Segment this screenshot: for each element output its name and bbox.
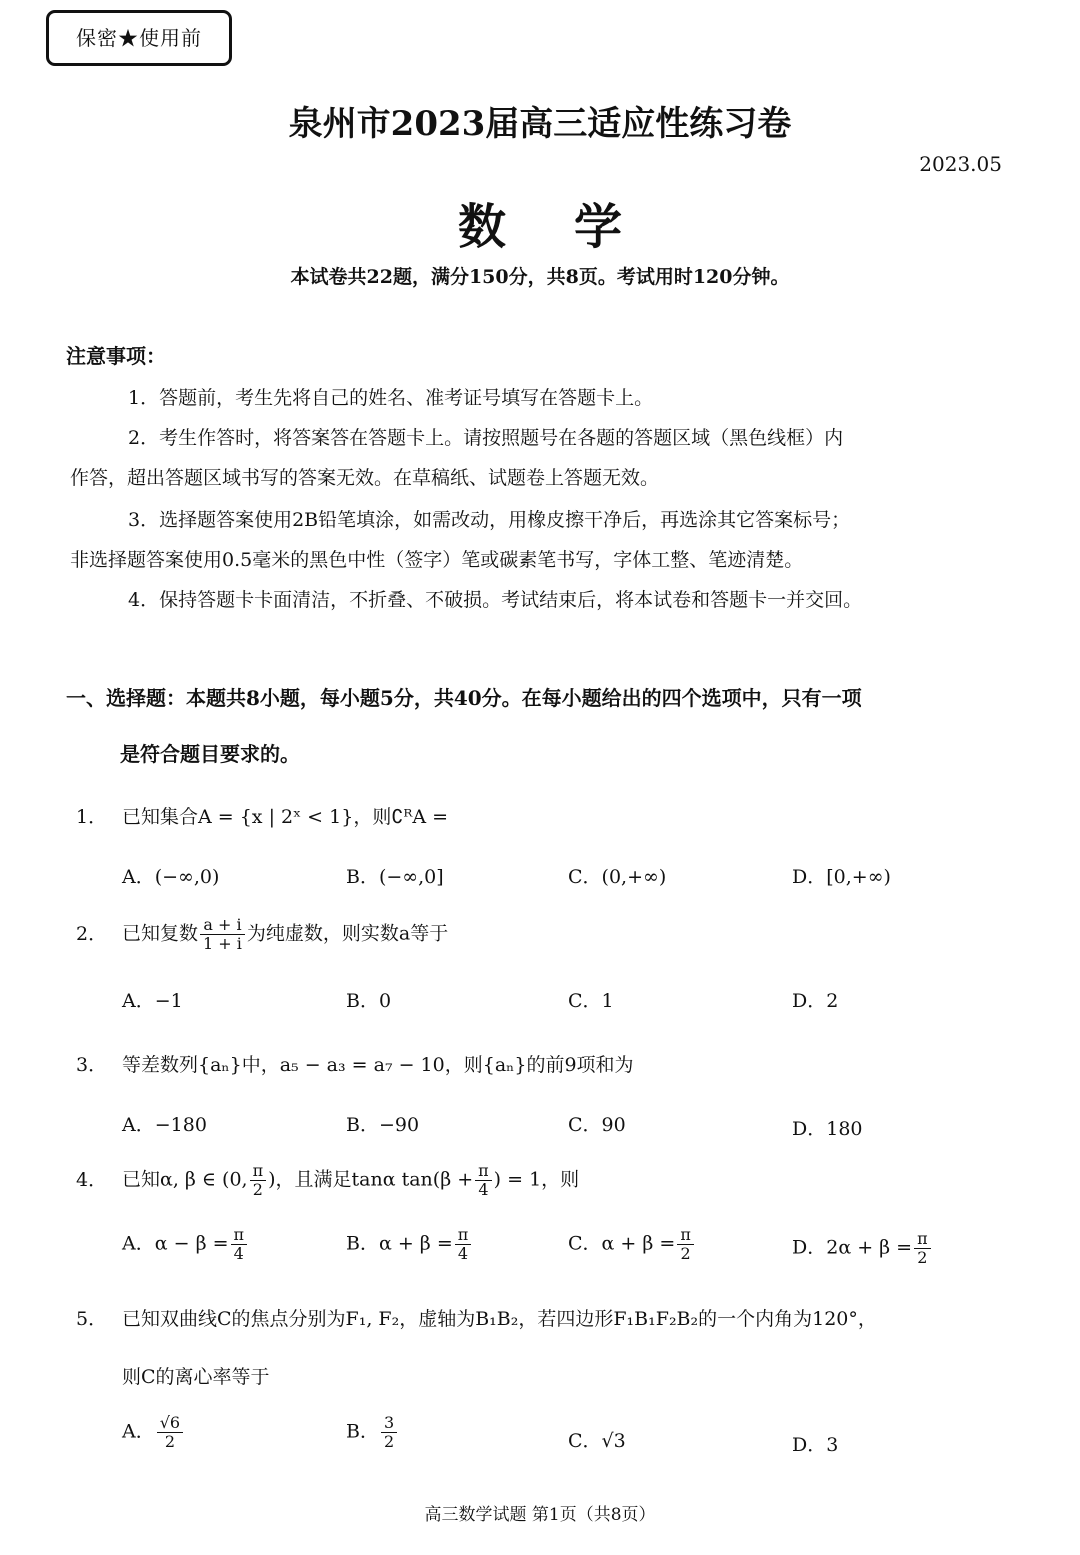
fraction-denominator: 2 — [917, 1248, 928, 1267]
question-number: 4． — [76, 1168, 108, 1191]
question-text: ) = 1，则 — [493, 1168, 580, 1191]
q5-option-b — [346, 1414, 399, 1451]
question-5-line-2: 则C的离心率等于 — [122, 1366, 270, 1388]
fraction-numerator: √6 — [157, 1414, 183, 1433]
option-expr: α − β = — [154, 1232, 229, 1255]
fraction-denominator: 4 — [478, 1180, 489, 1199]
exam-date: 2023.05 — [919, 152, 1002, 176]
notice-line-6: 4．保持答题卡卡面清洁，不折叠、不破损。考试结束后，将本试卷和答题卡一并交回。 — [128, 589, 863, 611]
fraction — [200, 916, 245, 953]
section-heading-line-1: 一、选择题：本题共8小题，每小题5分，共40分。在每小题给出的四个选项中，只有一项 — [66, 686, 862, 710]
exam-title: 泉州市2023届高三适应性练习卷 — [288, 104, 792, 144]
fraction-denominator: 2 — [383, 1432, 395, 1451]
fraction — [677, 1226, 694, 1263]
option-expr: α + β = — [601, 1232, 676, 1255]
q5-option-a — [122, 1414, 185, 1451]
option-expr: α + β = — [378, 1232, 453, 1255]
question-3 — [76, 1050, 634, 1077]
q3-option-a: A．−180 — [122, 1114, 207, 1136]
fraction-numerator: π — [914, 1230, 931, 1249]
question-4 — [76, 1162, 579, 1199]
notice-line-4: 3．选择题答案使用2B铅笔填涂，如需改动，用橡皮擦干净后，再选涂其它答案标号； — [128, 509, 851, 531]
q4-option-a — [122, 1226, 249, 1263]
q3-option-d: D．180 — [792, 1118, 863, 1140]
q3-option-b: B．−90 — [346, 1114, 420, 1136]
fraction-numerator: π — [250, 1162, 267, 1181]
fraction-denominator: 2 — [164, 1432, 176, 1451]
confidential-stamp: 保密★使用前 — [46, 10, 232, 66]
q5-option-d — [792, 1430, 838, 1457]
fraction-numerator: π — [231, 1226, 248, 1245]
subject-char-2: 学 — [574, 199, 623, 255]
question-5 — [76, 1304, 877, 1331]
option-label: B． — [346, 1420, 379, 1443]
q1-option-a: A．(−∞,0) — [122, 866, 220, 888]
fraction — [914, 1230, 931, 1267]
option-label: D． — [792, 1434, 827, 1456]
notice-line-2: 2．考生作答时，将答案答在答题卡上。请按照题号在各题的答题区域（黑色线框）内 — [128, 427, 844, 449]
question-1 — [76, 802, 448, 829]
q2-option-a: A．−1 — [122, 990, 183, 1012]
notice-line-1: 1．答题前，考生先将自己的姓名、准考证号填写在答题卡上。 — [128, 387, 654, 409]
question-text: 已知复数 — [122, 922, 199, 945]
question-text: 已知α, β ∈ (0, — [122, 1168, 248, 1191]
question-number: 2． — [76, 922, 108, 945]
section-heading-line-2: 是符合题目要求的。 — [120, 742, 300, 766]
option-label: C． — [568, 1430, 602, 1452]
fraction — [231, 1226, 248, 1263]
page-footer: 高三数学试题 第1页（共8页） — [424, 1505, 656, 1525]
q2-option-d: D．2 — [792, 990, 839, 1012]
q5-option-c — [568, 1426, 626, 1453]
q2-option-b: B．0 — [346, 990, 392, 1012]
notice-title: 注意事项： — [66, 344, 166, 368]
option-label: D． — [792, 1236, 827, 1259]
question-text: 已知集合A = {x | 2ˣ < 1}，则∁ᴿA = — [122, 806, 449, 828]
q1-option-b: B．(−∞,0] — [346, 866, 444, 888]
question-text: 已知双曲线C的焦点分别为F₁, F₂，虚轴为B₁B₂，若四边形F₁B₁F₂B₂的一个内角为120°， — [122, 1308, 877, 1330]
notice-line-5: 非选择题答案使用0.5毫米的黑色中性（签字）笔或碳素笔书写，字体工整、笔迹清楚。 — [70, 549, 804, 571]
q3-option-c: C．90 — [568, 1114, 626, 1136]
fraction-numerator: π — [677, 1226, 694, 1245]
fraction — [250, 1162, 267, 1199]
question-text: )，且满足tanα tan(β + — [268, 1168, 474, 1191]
q2-option-c: C．1 — [568, 990, 614, 1012]
question-text: 为纯虚数，则实数a等于 — [246, 922, 449, 945]
option-value: √3 — [601, 1430, 626, 1452]
fraction-denominator: 1 + i — [203, 934, 242, 953]
option-expr: 2α + β = — [826, 1236, 913, 1259]
fraction — [455, 1226, 472, 1263]
subject-heading — [0, 188, 1080, 257]
fraction-numerator: 3 — [381, 1414, 397, 1433]
option-label: B． — [346, 1232, 379, 1255]
fraction — [475, 1162, 492, 1199]
fraction-denominator: 4 — [457, 1244, 469, 1263]
question-number: 1． — [76, 806, 108, 828]
option-label: C． — [568, 1232, 602, 1255]
question-2 — [76, 916, 448, 953]
q1-option-d: D．[0,+∞) — [792, 866, 891, 888]
fraction — [381, 1414, 397, 1451]
fraction — [157, 1414, 183, 1451]
fraction-numerator: π — [475, 1162, 492, 1181]
question-number: 3． — [76, 1054, 108, 1076]
fraction-denominator: 2 — [252, 1180, 263, 1199]
option-value: 3 — [826, 1434, 839, 1456]
subject-char-1: 数 — [457, 199, 506, 255]
question-text: 等差数列{aₙ}中，a₅ − a₃ = a₇ − 10，则{aₙ}的前9项和为 — [122, 1054, 634, 1076]
fraction-numerator: π — [455, 1226, 472, 1245]
exam-info: 本试卷共22题，满分150分，共8页。考试用时120分钟。 — [290, 266, 790, 288]
option-label: A． — [122, 1420, 155, 1443]
notice-line-3: 作答，超出答题区域书写的答案无效。在草稿纸、试题卷上答题无效。 — [70, 467, 660, 489]
q4-option-d — [792, 1230, 933, 1267]
q4-option-b — [346, 1226, 473, 1263]
question-number: 5． — [76, 1308, 108, 1330]
fraction-denominator: 2 — [680, 1244, 691, 1263]
fraction-denominator: 4 — [233, 1244, 244, 1263]
q1-option-c: C．(0,+∞) — [568, 866, 667, 888]
fraction-numerator: a + i — [200, 916, 244, 935]
q4-option-c — [568, 1226, 696, 1263]
option-label: A． — [122, 1232, 155, 1255]
